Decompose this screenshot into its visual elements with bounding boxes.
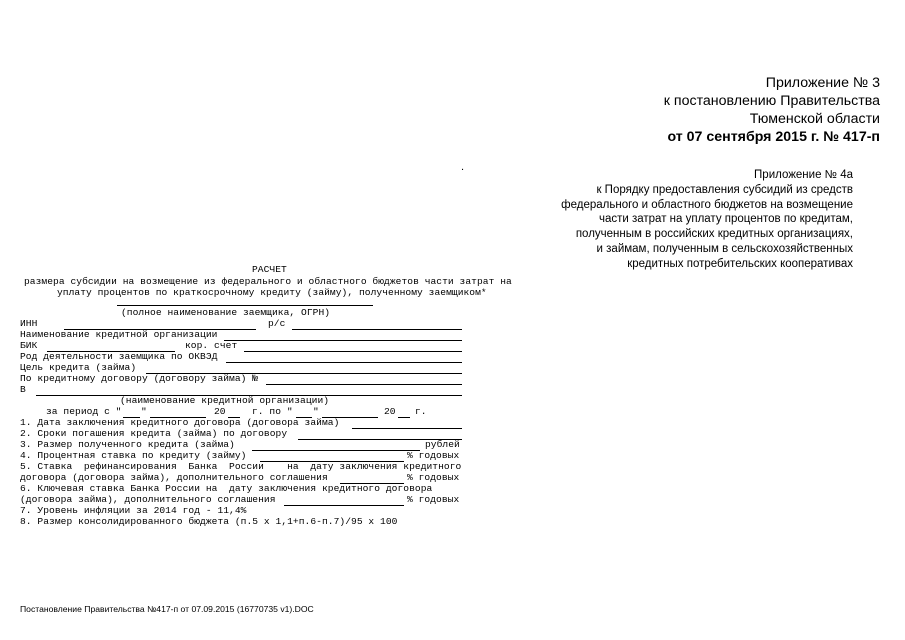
appendix-3-region: Тюменской области	[749, 111, 880, 127]
appendix-4a-line-7: кредитных потребительских кооперативах	[627, 257, 853, 270]
appendix-3-header	[520, 74, 880, 146]
period-to-year-line	[398, 417, 410, 418]
item-1-line	[352, 428, 462, 429]
period-from-year: 20	[214, 406, 226, 417]
purpose-label: Цель кредита (займа)	[20, 362, 137, 373]
appendix-3-date: от 07 сентября 2015 г. № 417-п	[667, 129, 880, 145]
form-subtitle-1: размера субсидии на возмещение из федерального и областного бюджетов части затрат на	[24, 276, 512, 287]
item-6-line-2: (договора займа), дополнительного соглашения	[20, 494, 276, 505]
kor-line	[244, 351, 462, 352]
item-5-line-2: договора (договора займа), дополнительного соглашения	[20, 472, 328, 483]
bik-label: БИК	[20, 340, 38, 351]
item-3: 3. Размер полученного кредита (займа)	[20, 439, 235, 450]
item-2: 2. Сроки погашения кредита (займа) по договору	[20, 428, 288, 439]
contract-line	[266, 384, 462, 385]
contract-label: По кредитному договору (договору займа) №	[20, 373, 259, 384]
appendix-4a-line-6: и займам, полученным в сельскохозяйственных	[596, 242, 853, 255]
period-from-quote: "	[141, 406, 147, 417]
okved-line	[226, 362, 462, 363]
credit-org-line	[224, 340, 462, 341]
period-from-label: за период с "	[46, 406, 122, 417]
period-to-quote: "	[313, 406, 319, 417]
credit-org-label: Наименование кредитной организации	[20, 329, 218, 340]
borrower-caption: (полное наименование заемщика, ОГРН)	[121, 307, 331, 318]
item-4: 4. Процентная ставка по кредиту (займу)	[20, 450, 247, 461]
item-6-line-1: 6. Ключевая ставка Банка России на дату заключения кредитного договора	[20, 483, 433, 494]
borrower-name-line	[117, 305, 373, 306]
appendix-4a-line-4: части затрат на уплату процентов по кредитам,	[598, 213, 853, 226]
appendix-3-title: Приложение № 3	[765, 75, 880, 91]
appendix-4a-line-2: к Порядку предоставления субсидий из средств	[596, 183, 853, 196]
appendix-3-decree: к постановлению Правительства	[663, 93, 880, 109]
form-title: РАСЧЕТ	[252, 264, 287, 275]
item-6-unit: % годовых	[407, 494, 460, 505]
period-to-year: 20	[384, 406, 396, 417]
form-subtitle-2: уплату процентов по краткосрочному кредиту (займу), полученному заемщиком*	[57, 287, 487, 298]
item-3-unit: рублей	[425, 439, 460, 450]
item-7: 7. Уровень инфляции за 2014 год - 11,4%	[20, 505, 247, 516]
item-3-line	[252, 450, 420, 451]
appendix-4a-title: Приложение № 4а	[754, 169, 853, 181]
period-to-label: г. по "	[252, 406, 293, 417]
bank-label: В	[20, 384, 26, 395]
appendix-4a-line-3: федерального и областного бюджетов на возмещение	[561, 198, 853, 211]
footer-doc-name: Постановление Правительства №417-п от 07.09.2015 (16770735 v1).DOC	[20, 604, 314, 614]
period-year-suffix: г.	[415, 406, 427, 417]
stray-dot: .	[461, 161, 465, 173]
rs-label: р/с	[268, 318, 286, 329]
bank-caption: (наименование кредитной организации)	[120, 395, 330, 406]
inn-label: ИНН	[20, 318, 38, 329]
item-4-unit: % годовых	[407, 450, 460, 461]
item-6-line	[284, 505, 404, 506]
item-8: 8. Размер консолидированного бюджета (п.5 х 1,1+п.6-п.7)/95 х 100	[20, 516, 398, 527]
rs-line	[292, 329, 462, 330]
appendix-4a-header	[493, 168, 853, 272]
kor-label: кор. счет	[185, 340, 238, 351]
item-1: 1. Дата заключения кредитного договора (договора займа)	[20, 417, 340, 428]
appendix-4a-line-5: полученным в российских кредитных организациях,	[575, 228, 853, 241]
item-5-unit: % годовых	[407, 472, 460, 483]
okved-label: Род деятельности заемщика по ОКВЭД	[20, 351, 218, 362]
item-5-line-1: 5. Ставка рефинансирования Банка России на дату заключения кредитного	[20, 461, 462, 472]
